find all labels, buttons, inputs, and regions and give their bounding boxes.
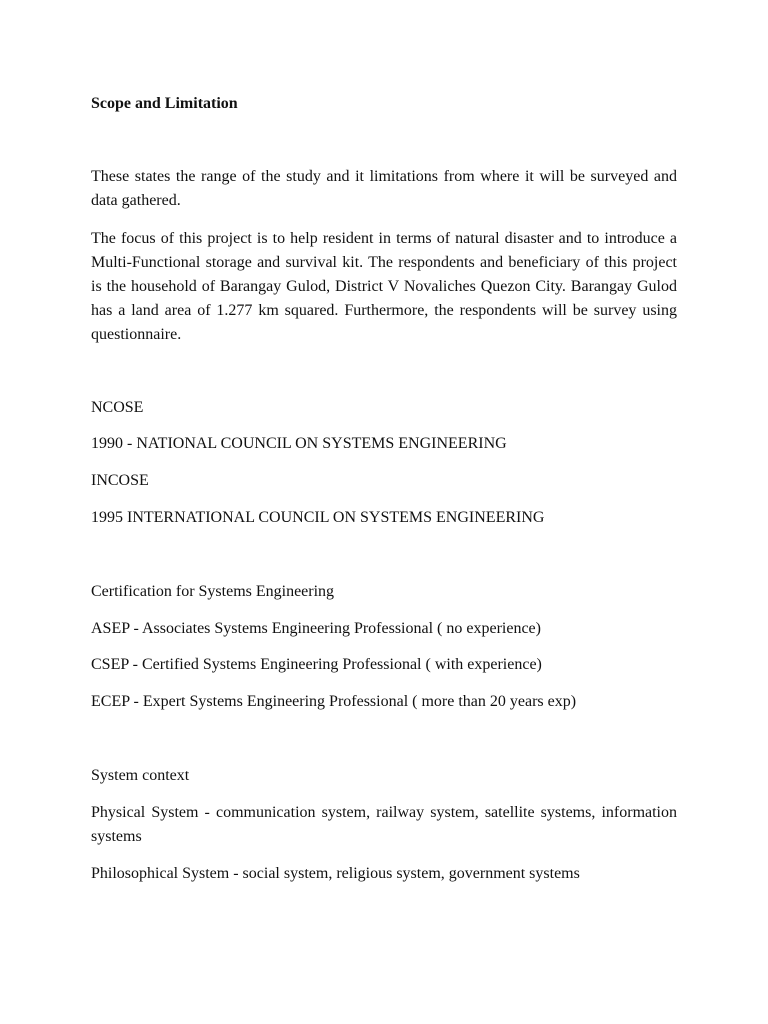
physical-system-paragraph: Physical System - communication system, railway system, satellite systems, information systems [91,804,677,845]
system-context-title: System context [91,767,190,784]
focus-paragraph: The focus of this project is to help resident in terms of natural disaster and to introduce a Multi-Functional storage and survival kit. The respondents and beneficiary of this project is the household of Barangay Gulod, District V Novaliches Quezon City. Barangay Gulod has a land area of 1.277 km squared. Furthermore, the respondents will be survey using questionnaire. [91,230,677,343]
cert-csep: CSEP - Certified Systems Engineering Professional ( with experience) [91,656,542,673]
section-title: Scope and Limitation [91,95,238,112]
cert-asep: ASEP - Associates Systems Engineering Professional ( no experience) [91,620,541,637]
incose-title: INCOSE [91,472,149,489]
incose-description: 1995 INTERNATIONAL COUNCIL ON SYSTEMS ENGINEERING [91,509,545,526]
ncose-description: 1990 - NATIONAL COUNCIL ON SYSTEMS ENGINEERING [91,435,507,452]
cert-ecep: ECEP - Expert Systems Engineering Professional ( more than 20 years exp) [91,693,577,710]
philosophical-system-paragraph: Philosophical System - social system, religious system, government systems [91,865,580,882]
intro-paragraph: These states the range of the study and it limitations from where it will be surveyed and data gathered. [91,168,677,209]
certification-title: Certification for Systems Engineering [91,583,335,600]
ncose-title: NCOSE [91,399,144,416]
